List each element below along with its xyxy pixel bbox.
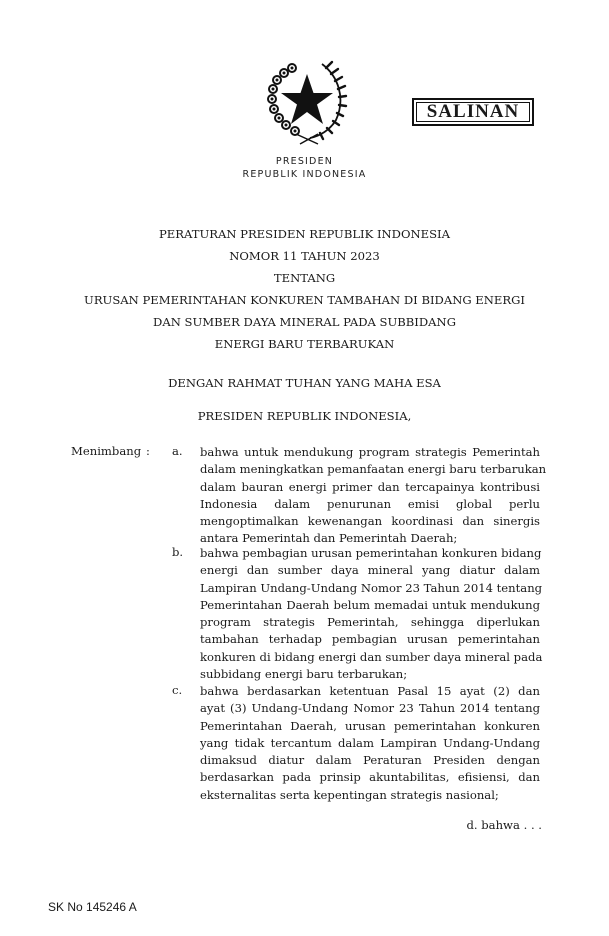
- tentang-label: TENTANG: [273, 271, 336, 285]
- continuation-marker: d. bahwa . . .: [466, 818, 542, 832]
- office-line-1: PRESIDEN: [275, 156, 334, 167]
- menimbang-colon: :: [146, 444, 150, 458]
- salinan-label: SALINAN: [426, 101, 520, 122]
- text-line: yang tidak tercantum dalam Lampiran Undang-Undang: [200, 735, 540, 750]
- presidential-seal-icon: [262, 58, 352, 146]
- text-line: antara Pemerintah dan Pemerintah Daerah;: [200, 531, 458, 546]
- text-line: ayat (3) Undang-Undang Nomor 23 Tahun 2014 tentang: [200, 701, 540, 716]
- item-b-letter: b.: [172, 545, 184, 559]
- salinan-stamp: [412, 98, 534, 126]
- text-line: bahwa untuk mendukung program strategis Pemerintah: [200, 445, 540, 459]
- text-line: dalam bauran energi primer dan tercapainya kontribusi: [200, 479, 540, 494]
- regulation-title: PERATURAN PRESIDEN REPUBLIK INDONESIA: [158, 227, 450, 241]
- menimbang-label: Menimbang: [71, 444, 142, 458]
- text-line: dalam meningkatkan pemanfaatan energi baru terbarukan: [200, 462, 547, 477]
- text-line: berdasarkan pada prinsip akuntabilitas, efisiensi, dan: [200, 770, 540, 785]
- text-line: Indonesia dalam penurunan emisi global perlu: [200, 496, 540, 511]
- consideration-b: [200, 545, 543, 683]
- invocation: DENGAN RAHMAT TUHAN YANG MAHA ESA: [168, 376, 441, 390]
- subject-line-3: ENERGI BARU TERBARUKAN: [214, 337, 395, 351]
- text-line: bahwa pembagian urusan pemerintahan konkuren bidang: [200, 546, 542, 560]
- text-line: tambahan terhadap pembagian urusan pemerintahan: [200, 632, 540, 647]
- text-line: energi dan sumber daya mineral yang diatur dalam: [200, 563, 540, 578]
- text-line: mengoptimalkan kewenangan koordinasi dan sinergis: [200, 514, 540, 529]
- office-line-2: REPUBLIK INDONESIA: [242, 169, 367, 180]
- text-line: program strategis Pemerintah, sehingga diperlukan: [200, 615, 540, 630]
- item-c-letter: c.: [172, 683, 183, 697]
- text-line: subbidang energi baru terbarukan;: [200, 667, 408, 682]
- text-line: dimaksud diatur dalam Peraturan Presiden dengan: [200, 753, 540, 768]
- regulation-number: NOMOR 11 TAHUN 2023: [229, 249, 380, 263]
- text-line: eksternalitas serta kepentingan strategis nasional;: [200, 787, 499, 802]
- subject-line-2: DAN SUMBER DAYA MINERAL PADA SUBBIDANG: [153, 315, 456, 329]
- text-line: konkuren di bidang energi dan sumber daya mineral pada: [200, 649, 543, 664]
- text-line: Pemerintahan Daerah, urusan pemerintahan konkuren: [200, 718, 540, 733]
- subject-line-1: URUSAN PEMERINTAHAN KONKUREN TAMBAHAN DI BIDANG ENERGI: [84, 293, 525, 307]
- text-line: bahwa berdasarkan ketentuan Pasal 15 ayat (2) dan: [200, 684, 540, 698]
- consideration-a: [200, 444, 547, 548]
- document-code: SK No 145246 A: [48, 900, 137, 914]
- text-line: Lampiran Undang-Undang Nomor 23 Tahun 2014 tentang: [200, 580, 543, 595]
- consideration-c: [200, 683, 540, 804]
- issuer: PRESIDEN REPUBLIK INDONESIA,: [197, 409, 412, 423]
- text-line: Pemerintahan Daerah belum memadai untuk mendukung: [200, 597, 540, 612]
- item-a-letter: a.: [172, 444, 183, 458]
